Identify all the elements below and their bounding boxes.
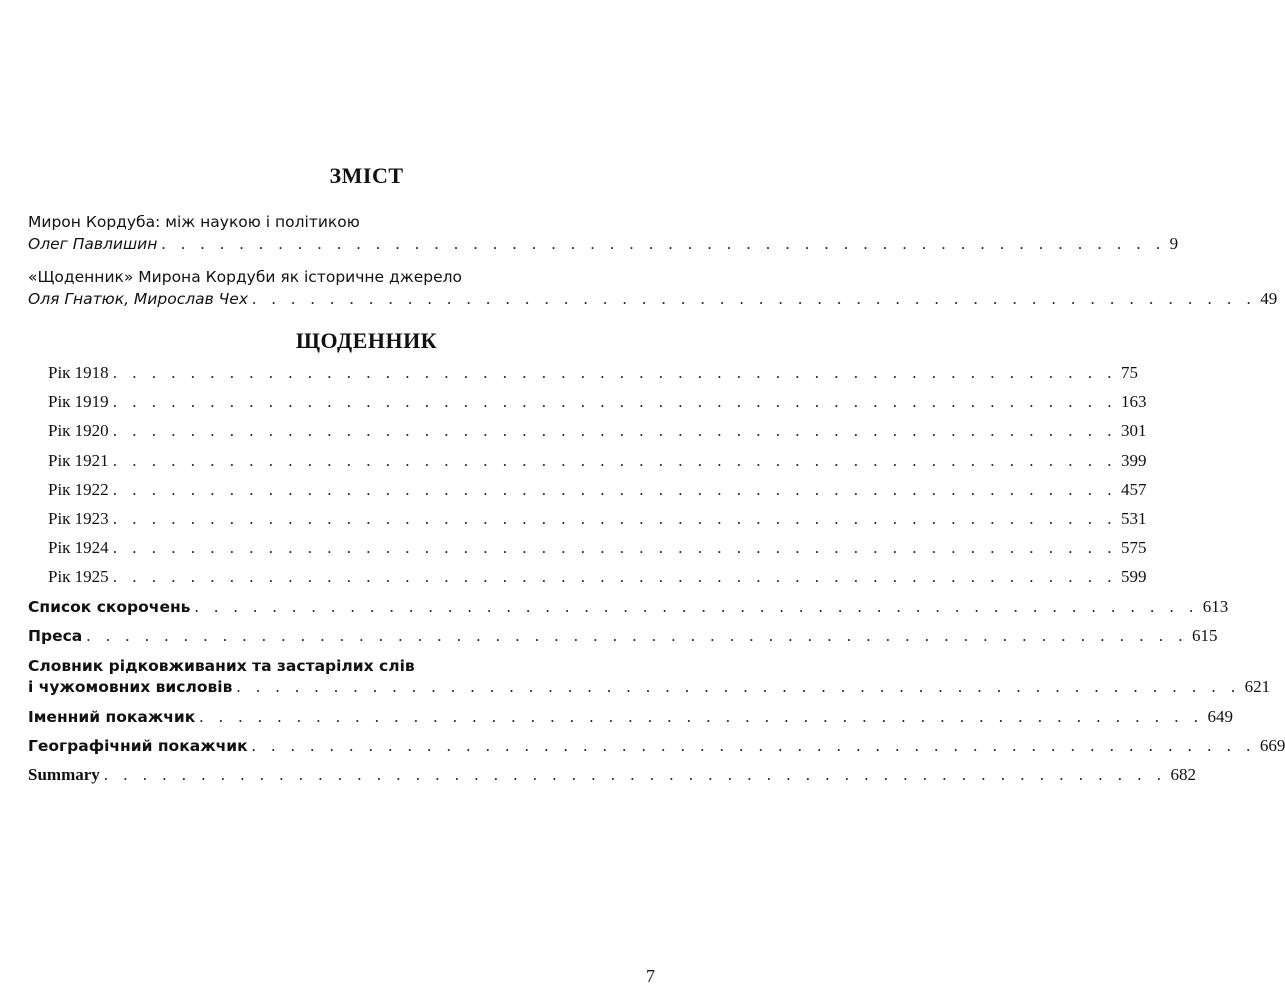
essay-2-author: Оля Гнатюк, Мирослав Чех (28, 290, 249, 308)
press-page: 615 (1191, 626, 1218, 645)
toc-entry-year[interactable] (48, 479, 1147, 501)
year-page: 75 (1120, 363, 1138, 382)
summary-page: 682 (1170, 765, 1197, 784)
diary-heading: ЩОДЕННИК (295, 328, 438, 353)
page-number: 7 (646, 966, 655, 986)
toc-heading: ЗМІСТ (329, 163, 404, 188)
toc-entry-year[interactable] (48, 420, 1147, 442)
toc-entry-year[interactable] (48, 450, 1147, 472)
year-page: 531 (1120, 509, 1147, 528)
glossary-label-line-2: і чужомовних висловів (28, 678, 233, 696)
leader-dots: . . . . . . . . . . . . . . . . . . . . . . . . . . . . . . . . . . . . . . . . . . . . . . . . . . . . (112, 538, 1117, 557)
toc-entry-name-index[interactable] (28, 706, 1234, 728)
glossary-label-line-1: Словник рідковживаних та застарілих слів (28, 657, 415, 675)
year-label: Рік 1924 (48, 538, 109, 557)
essay-1-author: Олег Павлишин (28, 235, 158, 253)
toc-entry-glossary[interactable] (28, 676, 1271, 698)
leader-dots: . . . . . . . . . . . . . . . . . . . . . . . . . . . . . . . . . . . . . . . . . . . . . . . . . . . . (194, 597, 1199, 616)
leader-dots: . . . . . . . . . . . . . . . . . . . . . . . . . . . . . . . . . . . . . . . . . . . . . . . . . . . . . . . . . (86, 626, 1188, 645)
abbreviations-page: 613 (1202, 597, 1229, 616)
toc-entry-abbreviations[interactable] (28, 596, 1229, 618)
toc-entry-press[interactable] (28, 625, 1218, 647)
toc-entry-year[interactable] (48, 537, 1147, 559)
leader-dots: . . . . . . . . . . . . . . . . . . . . . . . . . . . . . . . . . . . . . . . . . . . . . . . . . . . . (112, 363, 1117, 382)
toc-entry-year[interactable] (48, 362, 1138, 384)
leader-dots: . . . . . . . . . . . . . . . . . . . . . . . . . . . . . . . . . . . . . . . . . . . . . . . . . . . . (112, 480, 1117, 499)
glossary-title-line (28, 655, 661, 677)
leader-dots: . . . . . . . . . . . . . . . . . . . . . . . . . . . . . . . . . . . . . . . . . . . . . . . . . . . . (252, 289, 1257, 308)
toc-entry-year[interactable] (48, 566, 1147, 588)
year-label: Рік 1920 (48, 421, 109, 440)
year-page: 599 (1120, 567, 1147, 586)
toc-entry-year[interactable] (48, 508, 1147, 530)
leader-dots: . . . . . . . . . . . . . . . . . . . . . . . . . . . . . . . . . . . . . . . . . . . . . . . . . . . . (161, 234, 1166, 253)
geo-index-page: 669 (1259, 736, 1285, 755)
essay-1-title: Мирон Кордуба: між наукою і політикою (28, 213, 360, 231)
year-page: 163 (1120, 392, 1147, 411)
year-label: Рік 1925 (48, 567, 109, 586)
leader-dots: . . . . . . . . . . . . . . . . . . . . . . . . . . . . . . . . . . . . . . . . . . . . . . . . . . . . (112, 567, 1117, 586)
year-page: 301 (1120, 421, 1147, 440)
leader-dots: . . . . . . . . . . . . . . . . . . . . . . . . . . . . . . . . . . . . . . . . . . . . . . . . . . . . (236, 677, 1241, 696)
essay-1-page: 9 (1169, 234, 1179, 253)
glossary-page: 621 (1244, 677, 1271, 696)
year-label: Рік 1922 (48, 480, 109, 499)
name-index-page: 649 (1207, 707, 1234, 726)
essay-2-page: 49 (1260, 289, 1278, 308)
year-label: Рік 1923 (48, 509, 109, 528)
toc-entry-essay-1[interactable] (28, 233, 1179, 255)
year-page: 399 (1120, 451, 1147, 470)
toc-entry-summary[interactable] (28, 764, 1197, 786)
year-label: Рік 1921 (48, 451, 109, 470)
essay-2-title: «Щоденник» Мирона Кордуби як історичне джерело (28, 268, 462, 286)
leader-dots: . . . . . . . . . . . . . . . . . . . . . . . . . . . . . . . . . . . . . . . . . . . . . . . . . . . . (112, 392, 1117, 411)
leader-dots: . . . . . . . . . . . . . . . . . . . . . . . . . . . . . . . . . . . . . . . . . . . . . . . . . . . . (199, 707, 1204, 726)
leader-dots: . . . . . . . . . . . . . . . . . . . . . . . . . . . . . . . . . . . . . . . . . . . . . . . . . . . . (112, 421, 1117, 440)
name-index-label: Іменний покажчик (28, 708, 196, 726)
press-label: Преса (28, 627, 83, 645)
year-label: Рік 1918 (48, 363, 109, 382)
year-label: Рік 1919 (48, 392, 109, 411)
essay-1-title-line (28, 211, 661, 233)
toc-entry-year[interactable] (48, 391, 1147, 413)
summary-label: Summary (28, 765, 100, 784)
toc-entry-essay-2[interactable] (28, 288, 1278, 310)
leader-dots: . . . . . . . . . . . . . . . . . . . . . . . . . . . . . . . . . . . . . . . . . . . . . . . . . . . . . . . (103, 765, 1167, 784)
abbreviations-label: Список скорочень (28, 598, 191, 616)
essay-2-title-line (28, 266, 661, 288)
leader-dots: . . . . . . . . . . . . . . . . . . . . . . . . . . . . . . . . . . . . . . . . . . . . . . . . . . . . (112, 451, 1117, 470)
geo-index-label: Географічний покажчик (28, 737, 248, 755)
year-page: 575 (1120, 538, 1147, 557)
year-page: 457 (1120, 480, 1147, 499)
toc-entry-geo-index[interactable] (28, 735, 1285, 757)
leader-dots: . . . . . . . . . . . . . . . . . . . . . . . . . . . . . . . . . . . . . . . . . . . . . . . . . . . . (112, 509, 1117, 528)
leader-dots: . . . . . . . . . . . . . . . . . . . . . . . . . . . . . . . . . . . . . . . . . . . . . . . . . . . . (251, 736, 1256, 755)
